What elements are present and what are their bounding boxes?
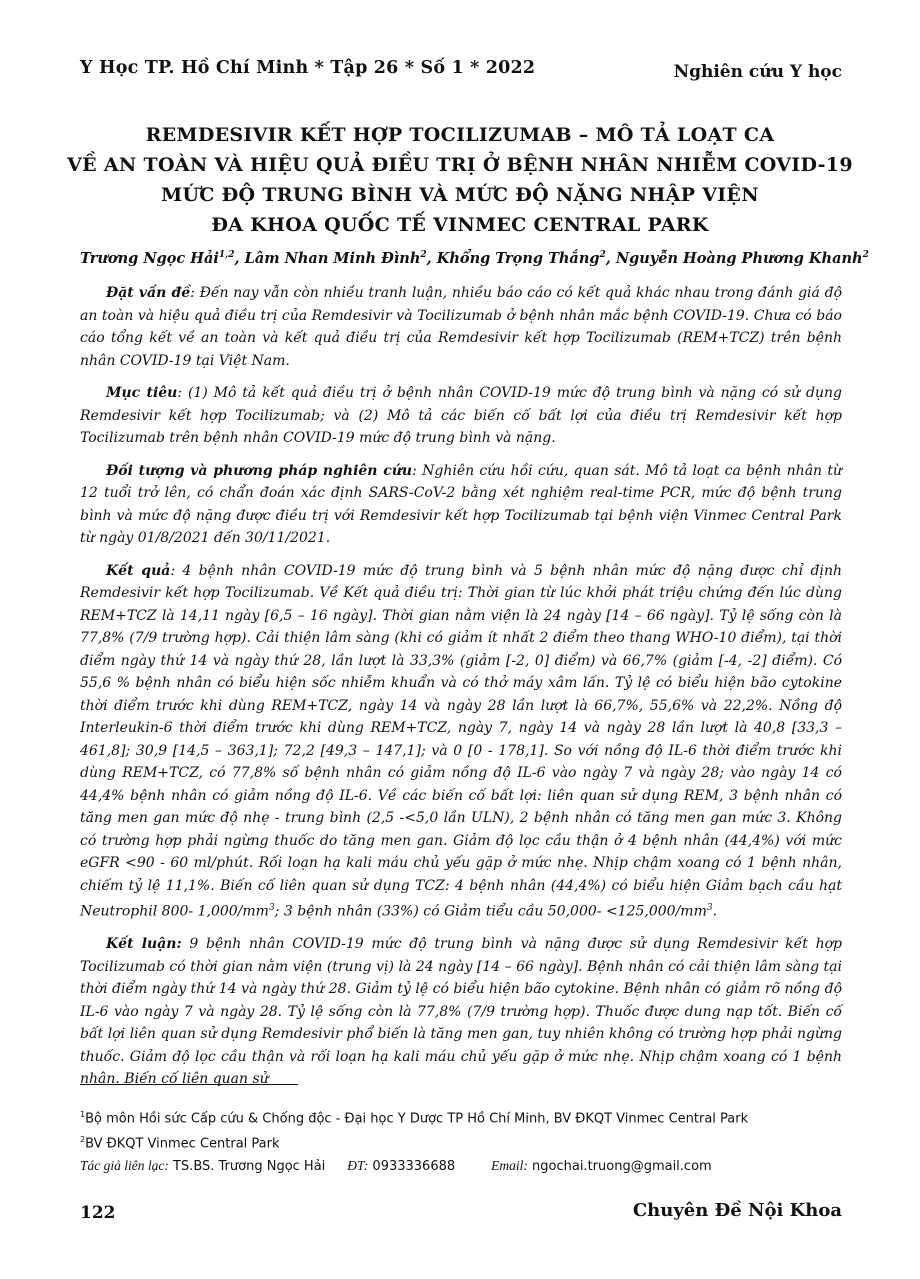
author-list: [80, 250, 869, 267]
abstract: [80, 282, 842, 1101]
author-separator: ,: [234, 250, 245, 267]
superscript: 3: [268, 903, 275, 913]
journal-header: Y Học TP. Hồ Chí Minh * Tập 26 * Số 1 * 2022: [80, 58, 536, 78]
corresponding-author: [80, 1155, 860, 1177]
section-text: : (1) Mô tả kết quả điều trị ở bệnh nhân COVID-19 mức độ trung bình và nặng có sử dụng Remdesivir kết hợp Tocilizumab; và (2) Mô tả các biến cố bất lợi của điều trị Remdesivir kết hợp Tocilizumab trên bệnh nhân COVID-19 mức độ trung bình và nặng.: [80, 385, 842, 446]
section-header: Nghiên cứu Y học: [673, 62, 842, 82]
section-label: Mục tiêu: [106, 385, 178, 401]
running-header: [80, 58, 842, 86]
section-text: ; 3 bệnh nhân (33%) có Giảm tiểu cầu 50,000- <125,000/mm: [274, 903, 707, 920]
page-number: 122: [80, 1203, 116, 1223]
abstract-results: [80, 560, 842, 924]
section-label: Đối tượng và phương pháp nghiên cứu: [106, 462, 413, 479]
author-affiliation: 1,2: [218, 250, 235, 261]
contact-label: Tác giả liên lạc:: [80, 1157, 169, 1173]
author-affiliation: 2: [420, 250, 427, 261]
affiliation-text: Bộ môn Hồi sức Cấp cứu & Chống độc - Đại học Y Dược TP Hồ Chí Minh, BV ĐKQT Vinmec Central Park: [85, 1111, 749, 1127]
author-affiliation: 2: [862, 250, 869, 261]
article-title: [60, 120, 860, 240]
phone-number: 0933336688: [368, 1158, 456, 1174]
author-name: Trương Ngọc Hải: [80, 250, 219, 267]
section-label: Đặt vấn đề: [106, 285, 191, 301]
section-text: : Đến nay vẫn còn nhiều tranh luận, nhiều báo cáo có kết quả khác nhau trong đánh giá độ an toàn và hiệu quả điều trị của Remdesivir và Tocilizumab ở bệnh nhân mắc bệnh COVID-19. Chưa có báo cáo tổng kết về an toàn và kết quả điều trị của Remdesivir kết hợp Tocilizumab (REM+TCZ) trên bệnh nhân COVID-19 tại Việt Nam.: [80, 285, 842, 369]
email-label: Email:: [491, 1157, 528, 1173]
footnotes: [80, 1104, 860, 1177]
abstract-conclusion: [80, 933, 842, 1091]
title-line: MỨC ĐỘ TRUNG BÌNH VÀ MỨC ĐỘ NẶNG NHẬP VIỆN: [161, 184, 759, 206]
footnote-marker: 1: [80, 1110, 86, 1119]
section-text: 9 bệnh nhân COVID-19 mức độ trung bình và nặng được sử dụng Remdesivir kết hợp Tocilizumab có thời gian nằm viện (trung vị) là 24 ngày [14 – 66 ngày]. Bệnh nhân có cải thiện lâm sàng tại thời điểm ngày thứ 14 và ngày thứ 28. Giảm tỷ lệ có biểu hiện bão cytokine. Bệnh nhân có giảm rõ nồng độ IL-6 vào ngày 7 và ngày 28. Tỷ lệ sống còn là 77,8% (7/9 trường hợp). Thuốc được dung nạp tốt. Biến cố bất lợi liên quan sử dụng Remdesivir phổ biến là tăng men gan, tuy nhiên không có trường hợp phải ngừng thuốc. Giảm độ lọc cầu thận và rối loạn hạ kali máu chủ yếu gặp ở mức nhẹ. Nhịp chậm xoang có 1 bệnh nhân. Biến cố liên quan sử: [80, 936, 842, 1088]
author-name: Khổng Trọng Thắng: [436, 250, 600, 267]
section-text: : Nghiên cứu hồi cứu, quan sát. Mô tả loạt ca bệnh nhân từ 12 tuổi trở lên, có chẩn đoán xác định SARS-CoV-2 bằng xét nghiệm real-time PCR, mức độ bệnh trung bình và mức độ nặng được điều trị với Remdesivir kết hợp Tocilizumab tại bệnh viện Vinmec Central Park từ ngày 01/8/2021 đến 30/11/2021.: [80, 462, 843, 546]
abstract-objectives: [80, 382, 842, 450]
author-name: Lâm Nhan Minh Đình: [244, 250, 421, 267]
author-name: Nguyễn Hoàng Phương Khanh: [615, 250, 863, 267]
abstract-methods: [80, 460, 842, 550]
phone-label: ĐT:: [347, 1157, 369, 1173]
footnote-divider: [80, 1084, 298, 1085]
section-label: Kết quả: [106, 562, 171, 579]
title-line: REMDESIVIR KẾT HỢP TOCILIZUMAB – MÔ TẢ LOẠT CA: [145, 124, 775, 146]
author-separator: ,: [426, 250, 437, 267]
affiliation-2: [80, 1129, 860, 1154]
title-line: VỀ AN TOÀN VÀ HIỆU QUẢ ĐIỀU TRỊ Ở BỆNH NHÂN NHIỄM COVID-19: [67, 154, 853, 176]
page-footer: [80, 1200, 842, 1226]
abstract-background: [80, 282, 842, 372]
author-affiliation: 2: [599, 250, 606, 261]
author-separator: ,: [605, 250, 616, 267]
section-text: : 4 bệnh nhân COVID-19 mức độ trung bình và 5 bệnh nhân mức độ nặng được chỉ định Remdesivir kết hợp Tocilizumab. Về Kết quả điều trị: Thời gian từ lúc khởi phát triệu chứng đến lúc dùng REM+TCZ là 14,11 ngày [6,5 – 16 ngày]. Thời gian nằm viện là 24 ngày [14 – 66 ngày]. Tỷ lệ sống còn là 77,8% (7/9 trường hợp). Cải thiện lâm sàng (khi có giảm ít nhất 2 điểm theo thang WHO-10 điểm), tại thời điểm ngày thứ 14 và ngày thứ 28, lần lượt là 33,3% (giảm [-2, 0] điểm) và 66,7% (giảm [-4, -2] điểm). Có 55,6 % bệnh nhân có biểu hiện sốc nhiễm khuẩn và có thở máy xâm lấn. Tỷ lệ có biểu hiện bão cytokine thời điểm trước khi dùng REM+TCZ, ngày 14 và ngày 28 lần lượt là 66,7%, 55,6% và 22,2%. Nồng độ Interleukin-6 thời điểm trước khi dùng REM+TCZ, ngày 7, ngày 14 và ngày 28 lần lượt là 40,8 [33,3 – 461,8]; 30,9 [14,5 – 363,1]; 72,2 [49,3 – 147,1]; và 0 [0 - 178,1]. So với nồng độ IL-6 thời điểm trước khi dùng REM+TCZ, có 77,8% số bệnh nhân có giảm nồng độ IL-6 vào ngày 7 và ngày 28; vào ngày 14 có 44,4% bệnh nhân có giảm nồng độ IL-6. Về các biến cố bất lợi: liên quan sử dụng REM, 3 bệnh nhân có tăng men gan mức độ nhẹ - trung bình (2,5 -<5,0 lần ULN), 2 bệnh nhân có tăng men gan mức 3. Không có trường hợp phải ngừng thuốc do tăng men gan. Giảm độ lọc cầu thận ở 4 bệnh nhân (44,4%) với mức eGFR <90 - 60 ml/phút. Rối loạn hạ kali máu chủ yếu gặp ở mức nhẹ. Nhịp chậm xoang có 1 bệnh nhân, chiếm tỷ lệ 11,1%. Biến cố liên quan sử dụng TCZ: 4 bệnh nhân (44,4%) có biểu hiện Giảm bạch cầu hạt Neutrophil 800- 1,000/mm: [80, 562, 842, 920]
section-label: Kết luận:: [106, 936, 182, 953]
footnote-marker: 2: [80, 1135, 86, 1145]
title-line: ĐA KHOA QUỐC TẾ VINMEC CENTRAL PARK: [211, 214, 709, 236]
issue-name: Chuyên Đề Nội Khoa: [632, 1200, 842, 1221]
superscript: 3: [706, 903, 713, 913]
affiliation-1: [80, 1104, 860, 1129]
email-address: ngochai.truong@gmail.com: [527, 1158, 712, 1174]
contact-name: TS.BS. Trương Ngọc Hải: [168, 1158, 326, 1174]
affiliation-text: BV ĐKQT Vinmec Central Park: [85, 1136, 280, 1152]
section-text: .: [712, 903, 718, 920]
